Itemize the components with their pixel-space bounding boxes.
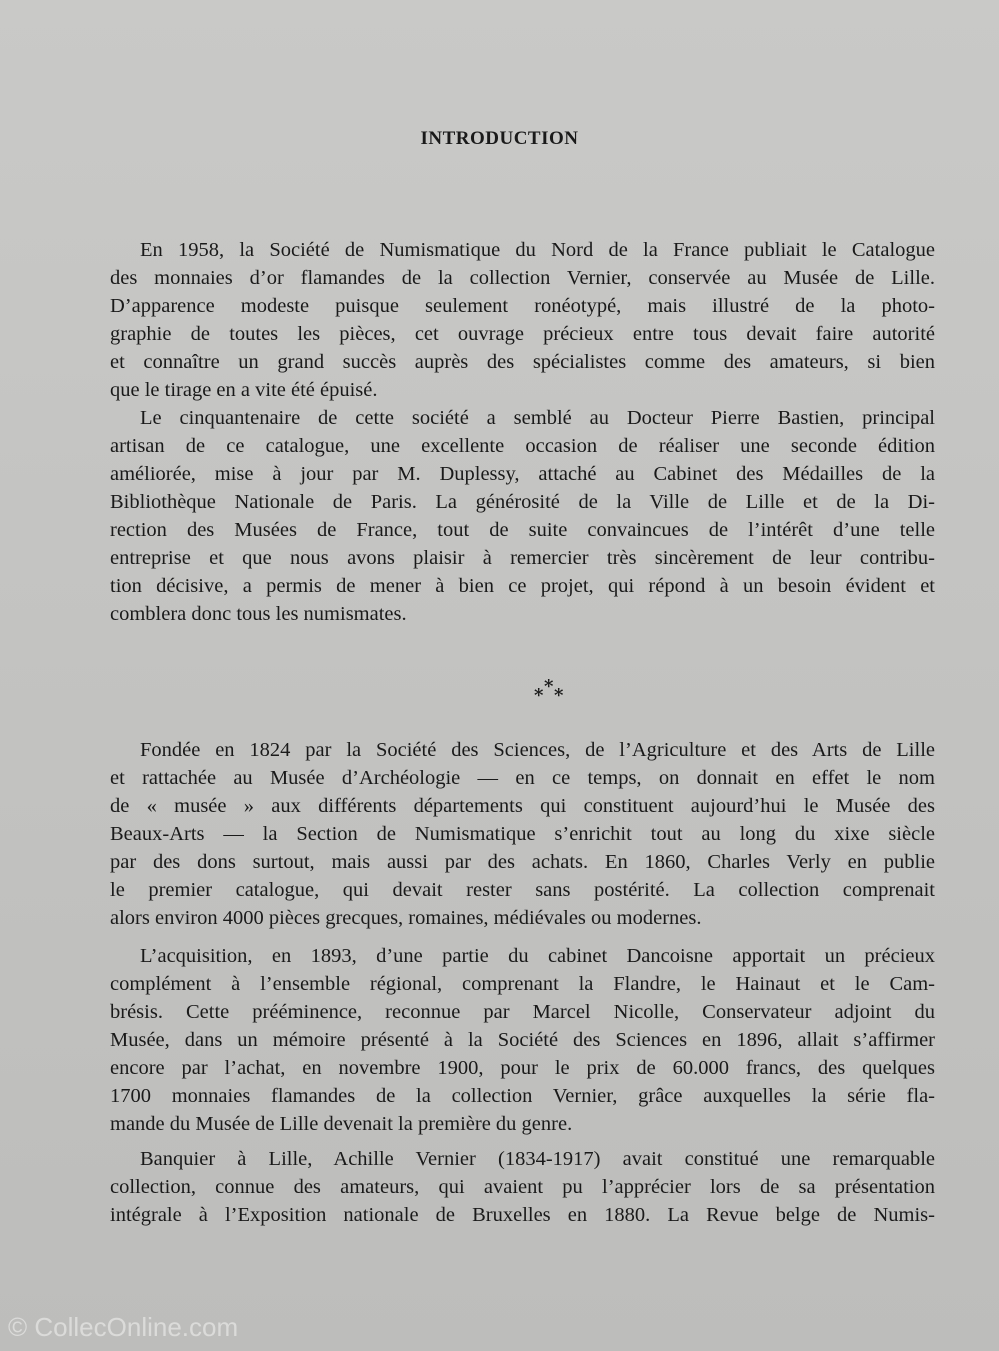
- text-line: 1700 monnaies flamandes de la collection Vernier, grâce auxquelles la série fla-: [110, 1085, 935, 1107]
- text-line: Le cinquantenaire de cette société a semblé au Docteur Pierre Bastien, principal: [140, 407, 935, 429]
- text-line: Beaux-Arts — la Section de Numismatique s’enrichit tout au long du xixe siècle: [110, 823, 935, 845]
- text-line: Musée, dans un mémoire présenté à la Société des Sciences en 1896, allait s’affirmer: [110, 1029, 935, 1051]
- paragraph-1: [110, 236, 935, 404]
- text-line: En 1958, la Société de Numismatique du Nord de la France publiait le Catalogue: [140, 239, 935, 261]
- asterism-star: *: [554, 685, 564, 706]
- text-line: D’apparence modeste puisque seulement ronéotypé, mais illustré de la photo-: [110, 295, 935, 317]
- text-line: tion décisive, a permis de mener à bien ce projet, qui répond à un besoin évident et: [110, 575, 935, 597]
- text-line: collection, connue des amateurs, qui avaient pu l’apprécier lors de sa présentation: [110, 1176, 935, 1198]
- text-line: des monnaies d’or flamandes de la collection Vernier, conservée au Musée de Lille.: [110, 267, 935, 289]
- text-line: mande du Musée de Lille devenait la première du genre.: [110, 1113, 573, 1135]
- text-line: rection des Musées de France, tout de suite convaincues de l’intérêt d’une telle: [110, 519, 935, 541]
- text-line: entreprise et que nous avons plaisir à remercier très sincèrement de leur contribu-: [110, 547, 935, 569]
- text-line: artisan de ce catalogue, une excellente occasion de réaliser une seconde édition: [110, 435, 935, 457]
- text-line: encore par l’achat, en novembre 1900, pour le prix de 60.000 francs, des quelques: [110, 1057, 935, 1079]
- text-line: et rattachée au Musée d’Archéologie — en ce temps, on donnait en effet le nom: [110, 767, 935, 789]
- text-line: Fondée en 1824 par la Société des Sciences, de l’Agriculture et des Arts de Lille: [140, 739, 935, 761]
- text-line: améliorée, mise à jour par M. Duplessy, attaché au Cabinet des Médailles de la: [110, 463, 935, 485]
- asterism-star: *: [544, 676, 554, 697]
- paragraph-3: [110, 736, 935, 932]
- text-line: L’acquisition, en 1893, d’une partie du cabinet Dancoisne apportait un précieux: [140, 945, 935, 967]
- text-line: Banquier à Lille, Achille Vernier (1834-1917) avait constitué une remarquable: [140, 1148, 935, 1170]
- text-line: alors environ 4000 pièces grecques, romaines, médiévales ou modernes.: [110, 907, 702, 929]
- text-line: intégrale à l’Exposition nationale de Bruxelles en 1880. La Revue belge de Numis-: [110, 1204, 935, 1226]
- text-line: que le tirage en a vite été épuisé.: [110, 379, 378, 401]
- asterism-star: *: [534, 685, 544, 706]
- text-line: comblera donc tous les numismates.: [110, 603, 407, 625]
- paragraph-2: [110, 404, 935, 628]
- watermark: © CollecOnline.com: [8, 1312, 239, 1342]
- text-line: complément à l’ensemble régional, comprenant la Flandre, le Hainaut et le Cam-: [110, 973, 935, 995]
- paragraph-4: [110, 942, 935, 1138]
- text-line: de « musée » aux différents départements qui constituent aujourd’hui le Musée des: [110, 795, 935, 817]
- asterism-separator: [530, 676, 574, 706]
- text-line: et connaître un grand succès auprès des spécialistes comme des amateurs, si bien: [110, 351, 935, 373]
- text-line: par des dons surtout, mais aussi par des achats. En 1860, Charles Verly en publie: [110, 851, 935, 873]
- paragraph-5: [110, 1145, 935, 1229]
- text-line: Bibliothèque Nationale de Paris. La générosité de la Ville de Lille et de la Di-: [110, 491, 935, 513]
- page-title: INTRODUCTION: [420, 128, 579, 149]
- text-line: brésis. Cette prééminence, reconnue par Marcel Nicolle, Conservateur adjoint du: [110, 1001, 935, 1023]
- text-line: graphie de toutes les pièces, cet ouvrage précieux entre tous devait faire autorité: [110, 323, 935, 345]
- text-line: le premier catalogue, qui devait rester sans postérité. La collection comprenait: [110, 879, 935, 901]
